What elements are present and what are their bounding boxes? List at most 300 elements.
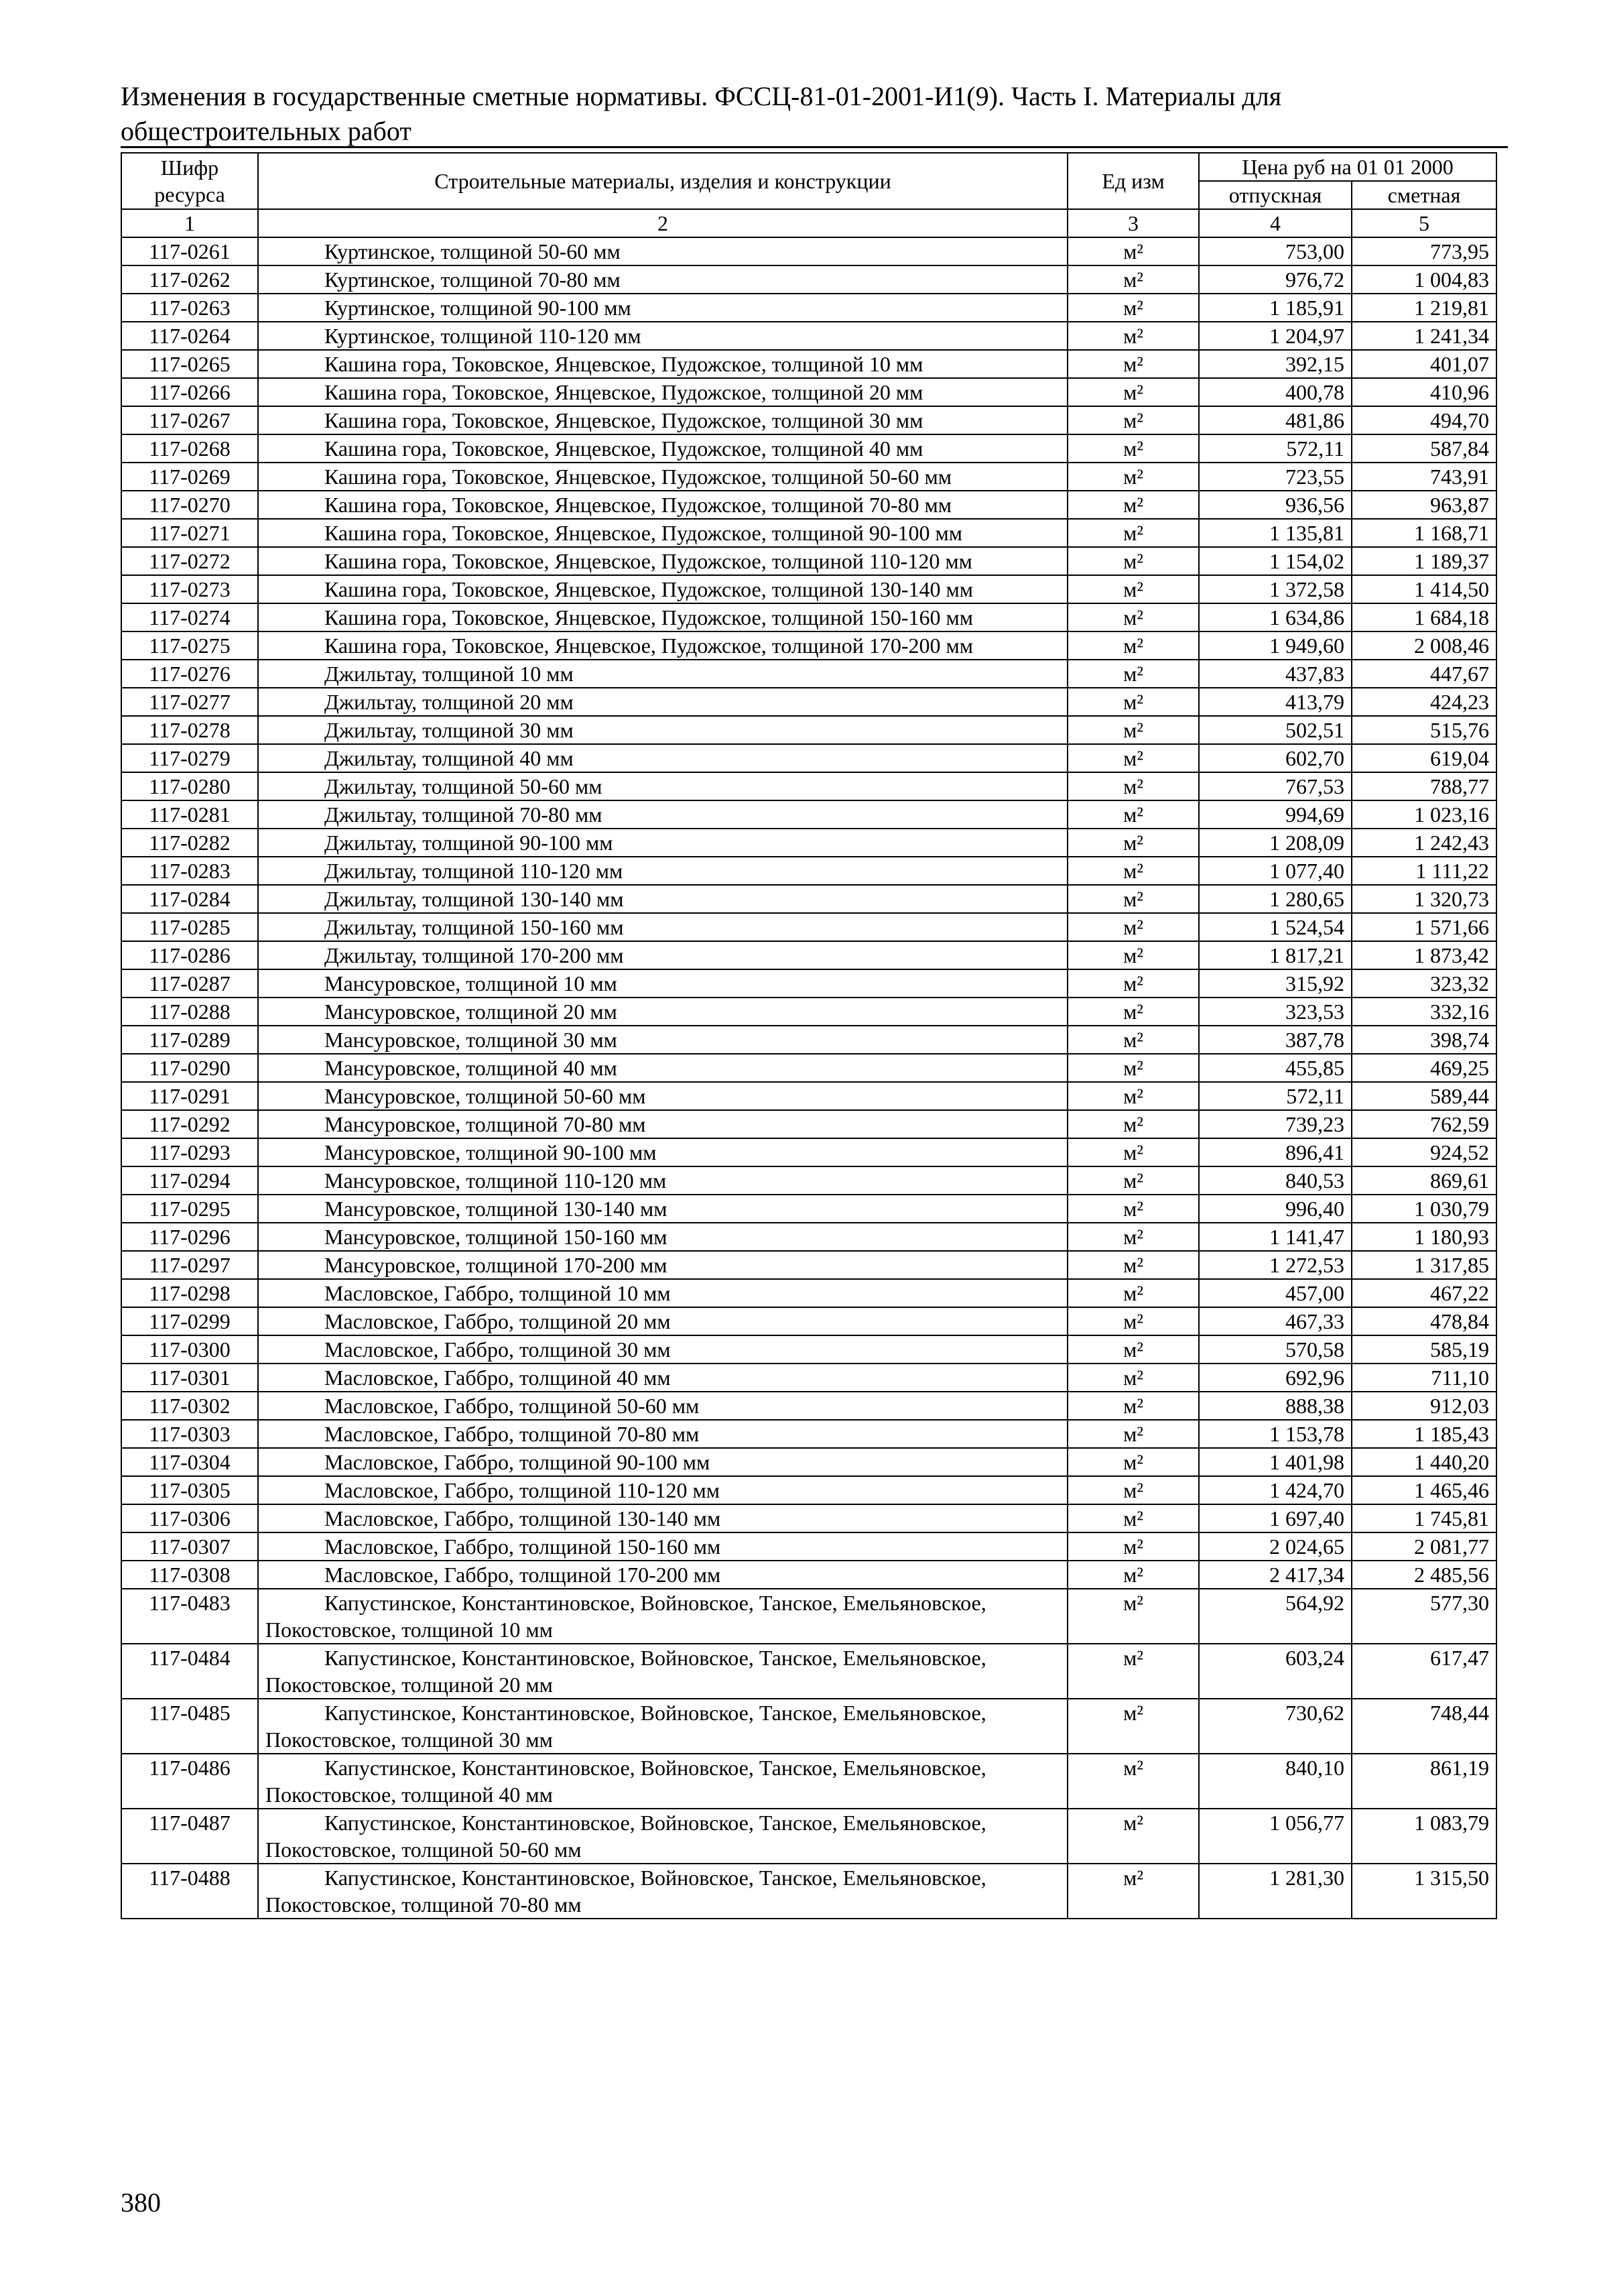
estimate-price: 617,47 [1352, 1644, 1496, 1699]
unit: м² [1068, 1026, 1199, 1054]
material-name: Капустинское, Константиновское, Войновское, Танское, Емельяновское, Покостовское, толщиной 30 мм [258, 1699, 1068, 1754]
table-row [121, 913, 1496, 941]
resource-code: 117-0289 [121, 1026, 258, 1054]
unit: м² [1068, 1195, 1199, 1223]
table-body [121, 237, 1496, 1919]
unit: м² [1068, 1138, 1199, 1166]
unit: м² [1068, 1754, 1199, 1809]
resource-code: 117-0277 [121, 688, 258, 716]
table-row [121, 1504, 1496, 1532]
resource-code: 117-0299 [121, 1307, 258, 1335]
release-price: 1 697,40 [1199, 1504, 1352, 1532]
estimate-price: 711,10 [1352, 1364, 1496, 1392]
unit: м² [1068, 603, 1199, 631]
table-row [121, 829, 1496, 857]
unit: м² [1068, 1223, 1199, 1251]
unit: м² [1068, 1864, 1199, 1919]
resource-code: 117-0271 [121, 519, 258, 547]
materials-price-table [121, 152, 1497, 1919]
estimate-price: 1 241,34 [1352, 322, 1496, 350]
table-row [121, 1082, 1496, 1110]
material-name: Масловское, Габбро, толщиной 30 мм [258, 1335, 1068, 1364]
material-name: Джильтау, толщиной 70-80 мм [258, 800, 1068, 829]
material-name: Джильтау, толщиной 150-160 мм [258, 913, 1068, 941]
table-row [121, 1026, 1496, 1054]
resource-code: 117-0292 [121, 1110, 258, 1138]
unit: м² [1068, 772, 1199, 800]
estimate-price: 494,70 [1352, 406, 1496, 434]
material-name: Мансуровское, толщиной 130-140 мм [258, 1195, 1068, 1223]
release-price: 994,69 [1199, 800, 1352, 829]
estimate-price: 924,52 [1352, 1138, 1496, 1166]
table-row [121, 491, 1496, 519]
material-name: Мансуровское, толщиной 40 мм [258, 1054, 1068, 1082]
table-row [121, 294, 1496, 322]
estimate-price: 1 219,81 [1352, 294, 1496, 322]
release-price: 1 208,09 [1199, 829, 1352, 857]
estimate-price: 963,87 [1352, 491, 1496, 519]
resource-code: 117-0485 [121, 1699, 258, 1754]
unit: м² [1068, 1392, 1199, 1420]
resource-code: 117-0265 [121, 350, 258, 378]
estimate-price: 1 185,43 [1352, 1420, 1496, 1448]
resource-code: 117-0302 [121, 1392, 258, 1420]
material-name: Джильтау, толщиной 170-200 мм [258, 941, 1068, 969]
release-price: 692,96 [1199, 1364, 1352, 1392]
material-name: Кашина гора, Токовское, Янцевское, Пудожское, толщиной 110-120 мм [258, 547, 1068, 575]
material-name: Кашина гора, Токовское, Янцевское, Пудожское, толщиной 70-80 мм [258, 491, 1068, 519]
release-price: 840,53 [1199, 1166, 1352, 1195]
resource-code: 117-0268 [121, 434, 258, 463]
resource-code: 117-0272 [121, 547, 258, 575]
material-name: Капустинское, Константиновское, Войновское, Танское, Емельяновское, Покостовское, толщиной 20 мм [258, 1644, 1068, 1699]
resource-code: 117-0276 [121, 660, 258, 688]
release-price: 1 135,81 [1199, 519, 1352, 547]
table-row [121, 1644, 1496, 1699]
table-row [121, 350, 1496, 378]
table-row [121, 406, 1496, 434]
table-row [121, 969, 1496, 998]
release-price: 323,53 [1199, 998, 1352, 1026]
resource-code: 117-0281 [121, 800, 258, 829]
material-name: Капустинское, Константиновское, Войновское, Танское, Емельяновское, Покостовское, толщиной 10 мм [258, 1589, 1068, 1644]
material-name: Кашина гора, Токовское, Янцевское, Пудожское, толщиной 40 мм [258, 434, 1068, 463]
table-row [121, 857, 1496, 885]
column-number: 5 [1352, 209, 1496, 237]
unit: м² [1068, 660, 1199, 688]
table-row [121, 603, 1496, 631]
estimate-price: 515,76 [1352, 716, 1496, 744]
estimate-price: 2 008,46 [1352, 631, 1496, 660]
material-name: Мансуровское, толщиной 30 мм [258, 1026, 1068, 1054]
material-name: Джильтау, толщиной 50-60 мм [258, 772, 1068, 800]
material-name: Куртинское, толщиной 110-120 мм [258, 322, 1068, 350]
table-row [121, 716, 1496, 744]
table-row [121, 1699, 1496, 1754]
release-price: 413,79 [1199, 688, 1352, 716]
table-row [121, 1364, 1496, 1392]
resource-code: 117-0285 [121, 913, 258, 941]
material-name: Джильтау, толщиной 40 мм [258, 744, 1068, 772]
resource-code: 117-0293 [121, 1138, 258, 1166]
column-number: 4 [1199, 209, 1352, 237]
material-name: Джильтау, толщиной 90-100 мм [258, 829, 1068, 857]
release-price: 1 424,70 [1199, 1476, 1352, 1504]
release-price: 392,15 [1199, 350, 1352, 378]
table-row [121, 547, 1496, 575]
page-number: 380 [121, 2187, 161, 2218]
resource-code: 117-0291 [121, 1082, 258, 1110]
estimate-price: 1 004,83 [1352, 265, 1496, 294]
estimate-price: 619,04 [1352, 744, 1496, 772]
estimate-price: 762,59 [1352, 1110, 1496, 1138]
release-price: 1 524,54 [1199, 913, 1352, 941]
material-name: Масловское, Габбро, толщиной 90-100 мм [258, 1448, 1068, 1476]
resource-code: 117-0266 [121, 378, 258, 406]
resource-code: 117-0306 [121, 1504, 258, 1532]
release-price: 400,78 [1199, 378, 1352, 406]
column-number: 3 [1068, 209, 1199, 237]
header-title-line-1: Изменения в государственные сметные нормативы. ФССЦ-81-01-2001-И1(9). Часть I. Материалы для [121, 81, 1282, 111]
material-name: Джильтау, толщиной 30 мм [258, 716, 1068, 744]
release-price: 570,58 [1199, 1335, 1352, 1364]
release-price: 457,00 [1199, 1279, 1352, 1307]
resource-code: 117-0275 [121, 631, 258, 660]
header-name: Строительные материалы, изделия и конструкции [258, 153, 1068, 209]
material-name: Масловское, Габбро, толщиной 170-200 мм [258, 1561, 1068, 1589]
table-row [121, 1054, 1496, 1082]
table-row [121, 1809, 1496, 1864]
table-row [121, 998, 1496, 1026]
estimate-price: 478,84 [1352, 1307, 1496, 1335]
resource-code: 117-0270 [121, 491, 258, 519]
unit: м² [1068, 519, 1199, 547]
resource-code: 117-0301 [121, 1364, 258, 1392]
unit: м² [1068, 463, 1199, 491]
table-row [121, 1561, 1496, 1589]
header-rule [121, 146, 1508, 148]
estimate-price: 424,23 [1352, 688, 1496, 716]
release-price: 1 372,58 [1199, 575, 1352, 603]
header-release-price: отпускная [1199, 181, 1352, 209]
material-name: Кашина гора, Токовское, Янцевское, Пудожское, толщиной 10 мм [258, 350, 1068, 378]
table-row [121, 1532, 1496, 1561]
material-name: Мансуровское, толщиной 90-100 мм [258, 1138, 1068, 1166]
release-price: 1 154,02 [1199, 547, 1352, 575]
release-price: 996,40 [1199, 1195, 1352, 1223]
unit: м² [1068, 350, 1199, 378]
table-row [121, 1420, 1496, 1448]
unit: м² [1068, 322, 1199, 350]
resource-code: 117-0483 [121, 1589, 258, 1644]
estimate-price: 1 320,73 [1352, 885, 1496, 913]
estimate-price: 1 571,66 [1352, 913, 1496, 941]
release-price: 2 024,65 [1199, 1532, 1352, 1561]
unit: м² [1068, 1561, 1199, 1589]
table-row [121, 1754, 1496, 1809]
unit: м² [1068, 547, 1199, 575]
unit: м² [1068, 688, 1199, 716]
estimate-price: 577,30 [1352, 1589, 1496, 1644]
table-row [121, 885, 1496, 913]
unit: м² [1068, 885, 1199, 913]
resource-code: 117-0297 [121, 1251, 258, 1279]
unit: м² [1068, 1166, 1199, 1195]
estimate-price: 469,25 [1352, 1054, 1496, 1082]
table-row [121, 1223, 1496, 1251]
resource-code: 117-0263 [121, 294, 258, 322]
unit: м² [1068, 913, 1199, 941]
header-estimate-price: сметная [1352, 181, 1496, 209]
estimate-price: 1 030,79 [1352, 1195, 1496, 1223]
resource-code: 117-0487 [121, 1809, 258, 1864]
estimate-price: 773,95 [1352, 237, 1496, 265]
material-name: Мансуровское, толщиной 20 мм [258, 998, 1068, 1026]
estimate-price: 410,96 [1352, 378, 1496, 406]
unit: м² [1068, 1110, 1199, 1138]
release-price: 1 817,21 [1199, 941, 1352, 969]
table-row [121, 575, 1496, 603]
table-row [121, 1307, 1496, 1335]
unit: м² [1068, 1335, 1199, 1364]
table-row [121, 772, 1496, 800]
release-price: 1 153,78 [1199, 1420, 1352, 1448]
table-row [121, 1195, 1496, 1223]
release-price: 481,86 [1199, 406, 1352, 434]
estimate-price: 912,03 [1352, 1392, 1496, 1420]
release-price: 455,85 [1199, 1054, 1352, 1082]
resource-code: 117-0288 [121, 998, 258, 1026]
release-price: 572,11 [1199, 1082, 1352, 1110]
estimate-price: 1 315,50 [1352, 1864, 1496, 1919]
resource-code: 117-0300 [121, 1335, 258, 1364]
material-name: Кашина гора, Токовское, Янцевское, Пудожское, толщиной 50-60 мм [258, 463, 1068, 491]
material-name: Кашина гора, Токовское, Янцевское, Пудожское, толщиной 30 мм [258, 406, 1068, 434]
release-price: 1 401,98 [1199, 1448, 1352, 1476]
table-row [121, 688, 1496, 716]
material-name: Мансуровское, толщиной 150-160 мм [258, 1223, 1068, 1251]
release-price: 315,92 [1199, 969, 1352, 998]
estimate-price: 323,32 [1352, 969, 1496, 998]
material-name: Масловское, Габбро, толщиной 10 мм [258, 1279, 1068, 1307]
release-price: 1 077,40 [1199, 857, 1352, 885]
unit: м² [1068, 1420, 1199, 1448]
estimate-price: 1 465,46 [1352, 1476, 1496, 1504]
unit: м² [1068, 406, 1199, 434]
table-row [121, 463, 1496, 491]
release-price: 602,70 [1199, 744, 1352, 772]
estimate-price: 1 242,43 [1352, 829, 1496, 857]
estimate-price: 861,19 [1352, 1754, 1496, 1809]
material-name: Кашина гора, Токовское, Янцевское, Пудожское, толщиной 170-200 мм [258, 631, 1068, 660]
material-name: Масловское, Габбро, толщиной 110-120 мм [258, 1476, 1068, 1504]
resource-code: 117-0303 [121, 1420, 258, 1448]
release-price: 1 949,60 [1199, 631, 1352, 660]
estimate-price: 1 083,79 [1352, 1809, 1496, 1864]
material-name: Капустинское, Константиновское, Войновское, Танское, Емельяновское, Покостовское, толщиной 40 мм [258, 1754, 1068, 1809]
unit: м² [1068, 1082, 1199, 1110]
resource-code: 117-0294 [121, 1166, 258, 1195]
resource-code: 117-0267 [121, 406, 258, 434]
release-price: 1 634,86 [1199, 603, 1352, 631]
header-code: Шифр ресурса [121, 153, 258, 209]
release-price: 437,83 [1199, 660, 1352, 688]
table-row [121, 1476, 1496, 1504]
unit: м² [1068, 969, 1199, 998]
release-price: 1 272,53 [1199, 1251, 1352, 1279]
table-row [121, 378, 1496, 406]
release-price: 936,56 [1199, 491, 1352, 519]
material-name: Капустинское, Константиновское, Войновское, Танское, Емельяновское, Покостовское, толщиной 70-80 мм [258, 1864, 1068, 1919]
table-row [121, 322, 1496, 350]
unit: м² [1068, 1589, 1199, 1644]
unit: м² [1068, 378, 1199, 406]
release-price: 564,92 [1199, 1589, 1352, 1644]
table-row [121, 1392, 1496, 1420]
resource-code: 117-0262 [121, 265, 258, 294]
release-price: 976,72 [1199, 265, 1352, 294]
resource-code: 117-0296 [121, 1223, 258, 1251]
unit: м² [1068, 716, 1199, 744]
table-row [121, 434, 1496, 463]
unit: м² [1068, 1699, 1199, 1754]
table-row [121, 1166, 1496, 1195]
resource-code: 117-0279 [121, 744, 258, 772]
resource-code: 117-0282 [121, 829, 258, 857]
estimate-price: 401,07 [1352, 350, 1496, 378]
estimate-price: 788,77 [1352, 772, 1496, 800]
material-name: Масловское, Габбро, толщиной 50-60 мм [258, 1392, 1068, 1420]
release-price: 888,38 [1199, 1392, 1352, 1420]
unit: м² [1068, 1307, 1199, 1335]
material-name: Масловское, Габбро, толщиной 40 мм [258, 1364, 1068, 1392]
unit: м² [1068, 491, 1199, 519]
estimate-price: 589,44 [1352, 1082, 1496, 1110]
release-price: 739,23 [1199, 1110, 1352, 1138]
material-name: Масловское, Габбро, толщиной 150-160 мм [258, 1532, 1068, 1561]
estimate-price: 1 873,42 [1352, 941, 1496, 969]
release-price: 1 204,97 [1199, 322, 1352, 350]
unit: м² [1068, 1532, 1199, 1561]
estimate-price: 587,84 [1352, 434, 1496, 463]
estimate-price: 1 317,85 [1352, 1251, 1496, 1279]
material-name: Джильтау, толщиной 130-140 мм [258, 885, 1068, 913]
estimate-price: 1 111,22 [1352, 857, 1496, 885]
estimate-price: 1 745,81 [1352, 1504, 1496, 1532]
resource-code: 117-0308 [121, 1561, 258, 1589]
resource-code: 117-0284 [121, 885, 258, 913]
release-price: 502,51 [1199, 716, 1352, 744]
material-name: Куртинское, толщиной 70-80 мм [258, 265, 1068, 294]
unit: м² [1068, 575, 1199, 603]
resource-code: 117-0486 [121, 1754, 258, 1809]
release-price: 1 141,47 [1199, 1223, 1352, 1251]
column-number: 1 [121, 209, 258, 237]
release-price: 1 281,30 [1199, 1864, 1352, 1919]
table-row [121, 237, 1496, 265]
table-row [121, 1335, 1496, 1364]
estimate-price: 332,16 [1352, 998, 1496, 1026]
estimate-price: 2 081,77 [1352, 1532, 1496, 1561]
material-name: Кашина гора, Токовское, Янцевское, Пудожское, толщиной 20 мм [258, 378, 1068, 406]
material-name: Куртинское, толщиной 50-60 мм [258, 237, 1068, 265]
unit: м² [1068, 998, 1199, 1026]
material-name: Масловское, Габбро, толщиной 130-140 мм [258, 1504, 1068, 1532]
header-price: Цена руб на 01 01 2000 [1199, 153, 1496, 181]
unit: м² [1068, 800, 1199, 829]
unit: м² [1068, 434, 1199, 463]
estimate-price: 2 485,56 [1352, 1561, 1496, 1589]
estimate-price: 869,61 [1352, 1166, 1496, 1195]
table-row [121, 1138, 1496, 1166]
release-price: 767,53 [1199, 772, 1352, 800]
release-price: 1 185,91 [1199, 294, 1352, 322]
resource-code: 117-0286 [121, 941, 258, 969]
material-name: Мансуровское, толщиной 50-60 мм [258, 1082, 1068, 1110]
release-price: 753,00 [1199, 237, 1352, 265]
unit: м² [1068, 829, 1199, 857]
estimate-price: 1 440,20 [1352, 1448, 1496, 1476]
resource-code: 117-0264 [121, 322, 258, 350]
table-row [121, 1251, 1496, 1279]
release-price: 723,55 [1199, 463, 1352, 491]
unit: м² [1068, 941, 1199, 969]
table-row [121, 941, 1496, 969]
unit: м² [1068, 1054, 1199, 1082]
material-name: Мансуровское, толщиной 70-80 мм [258, 1110, 1068, 1138]
material-name: Кашина гора, Токовское, Янцевское, Пудожское, толщиной 130-140 мм [258, 575, 1068, 603]
header-title-line-2: общестроительных работ [121, 116, 411, 146]
material-name: Джильтау, толщиной 20 мм [258, 688, 1068, 716]
estimate-price: 1 189,37 [1352, 547, 1496, 575]
resource-code: 117-0280 [121, 772, 258, 800]
column-number: 2 [258, 209, 1068, 237]
estimate-price: 743,91 [1352, 463, 1496, 491]
material-name: Капустинское, Константиновское, Войновское, Танское, Емельяновское, Покостовское, толщиной 50-60 мм [258, 1809, 1068, 1864]
release-price: 840,10 [1199, 1754, 1352, 1809]
material-name: Мансуровское, толщиной 10 мм [258, 969, 1068, 998]
material-name: Мансуровское, толщиной 170-200 мм [258, 1251, 1068, 1279]
unit: м² [1068, 1644, 1199, 1699]
resource-code: 117-0261 [121, 237, 258, 265]
release-price: 387,78 [1199, 1026, 1352, 1054]
estimate-price: 1 684,18 [1352, 603, 1496, 631]
unit: м² [1068, 857, 1199, 885]
release-price: 730,62 [1199, 1699, 1352, 1754]
material-name: Масловское, Габбро, толщиной 20 мм [258, 1307, 1068, 1335]
estimate-price: 1 168,71 [1352, 519, 1496, 547]
estimate-price: 1 180,93 [1352, 1223, 1496, 1251]
release-price: 1 056,77 [1199, 1809, 1352, 1864]
material-name: Джильтау, толщиной 110-120 мм [258, 857, 1068, 885]
release-price: 2 417,34 [1199, 1561, 1352, 1589]
estimate-price: 398,74 [1352, 1026, 1496, 1054]
table-row [121, 265, 1496, 294]
table-row [121, 744, 1496, 772]
material-name: Масловское, Габбро, толщиной 70-80 мм [258, 1420, 1068, 1448]
estimate-price: 585,19 [1352, 1335, 1496, 1364]
resource-code: 117-0287 [121, 969, 258, 998]
release-price: 467,33 [1199, 1307, 1352, 1335]
resource-code: 117-0295 [121, 1195, 258, 1223]
table-row [121, 1279, 1496, 1307]
unit: м² [1068, 1251, 1199, 1279]
resource-code: 117-0305 [121, 1476, 258, 1504]
table-row [121, 660, 1496, 688]
resource-code: 117-0278 [121, 716, 258, 744]
material-name: Кашина гора, Токовское, Янцевское, Пудожское, толщиной 90-100 мм [258, 519, 1068, 547]
unit: м² [1068, 744, 1199, 772]
